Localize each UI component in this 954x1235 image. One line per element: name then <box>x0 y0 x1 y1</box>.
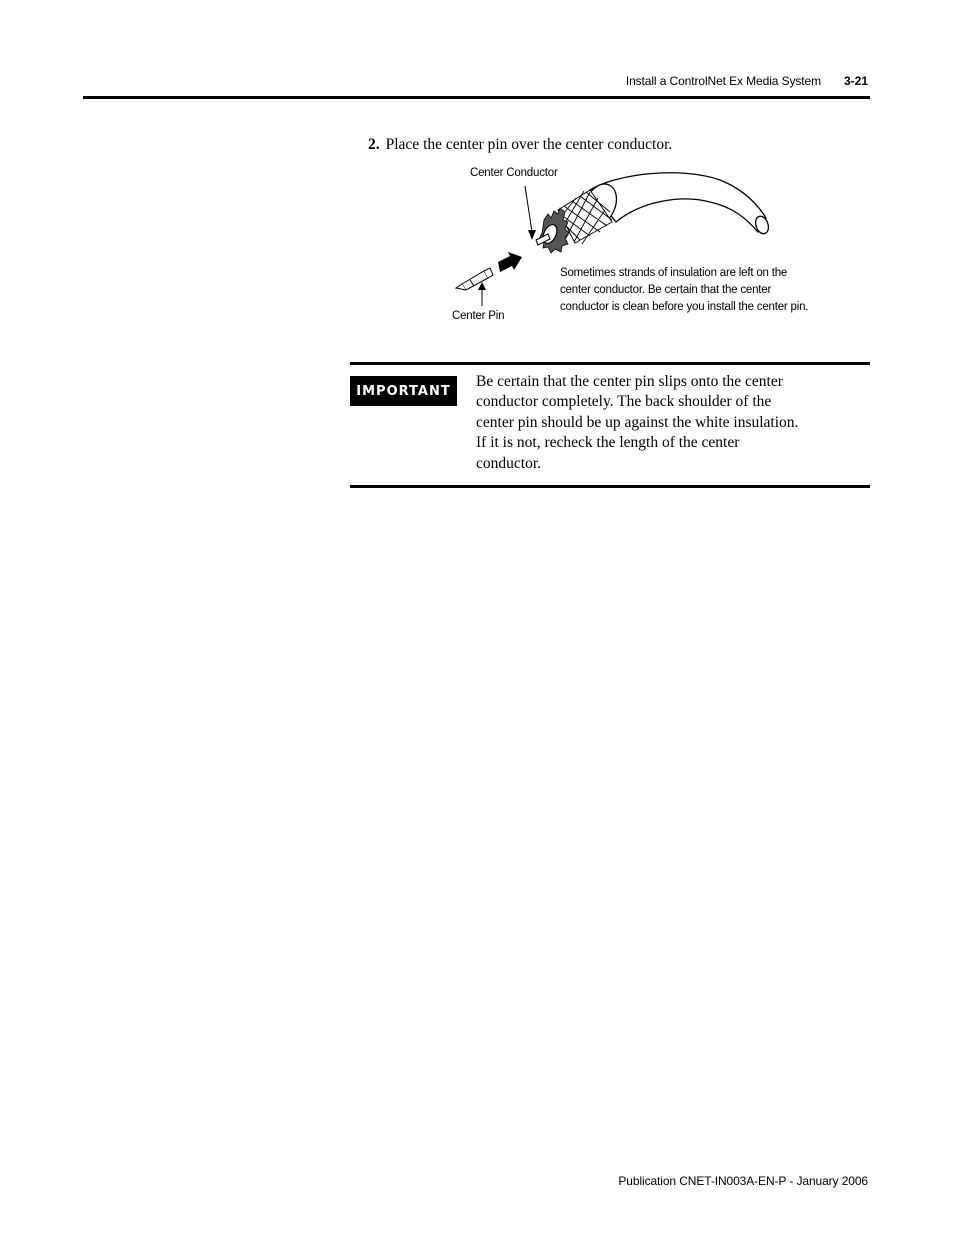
important-line: conductor. <box>476 454 541 472</box>
important-line: center pin should be up against the white insulation. <box>476 413 799 431</box>
callout-top-rule <box>350 362 870 365</box>
callout-bottom-rule <box>350 485 870 488</box>
header-rule <box>83 96 870 99</box>
figure-note-line: Sometimes strands of insulation are left on the <box>560 267 788 279</box>
figure-note-line: conductor is clean before you install the center pin. <box>560 301 809 313</box>
important-line: If it is not, recheck the length of the center <box>476 434 740 452</box>
center-conductor-arrowhead <box>528 230 536 240</box>
step-instruction <box>368 136 672 154</box>
coax-cable-illustration <box>440 160 840 335</box>
label-center-conductor: Center Conductor <box>470 167 558 179</box>
cable-jacket <box>590 173 771 236</box>
figure-note-line: center conductor. Be certain that the center <box>560 284 772 296</box>
step-text: Place the center pin over the center conductor. <box>385 136 673 153</box>
center-conductor-leader <box>525 186 532 232</box>
page-number: 3-21 <box>843 74 868 88</box>
important-text <box>476 372 870 474</box>
important-line: conductor completely. The back shoulder of the <box>476 393 772 411</box>
label-center-pin: Center Pin <box>452 310 505 322</box>
section-title: Install a ControlNet Ex Media System <box>625 74 821 88</box>
important-badge: IMPORTANT <box>350 376 457 406</box>
step-number: 2. <box>368 136 380 153</box>
cable-figure <box>440 160 840 335</box>
center-pin-part <box>456 268 493 290</box>
important-line: Be certain that the center pin slips onto the center <box>476 373 783 390</box>
push-arrow <box>498 252 522 272</box>
publication-footer: Publication CNET-IN003A-EN-P - January 2006 <box>618 1174 868 1188</box>
